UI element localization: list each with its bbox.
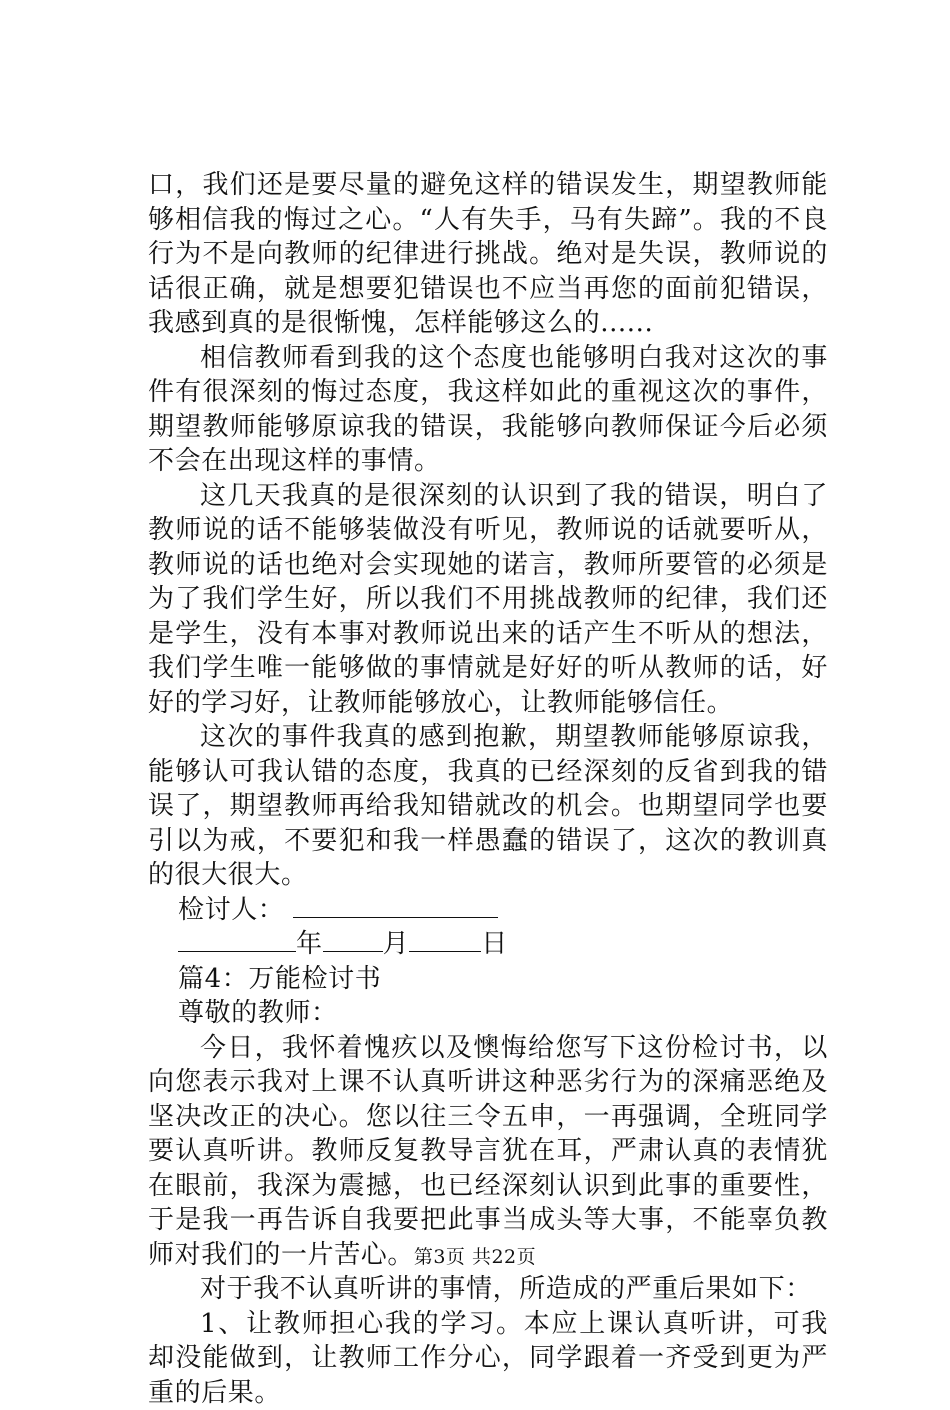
signer-blank bbox=[293, 895, 498, 918]
page-footer: 第3页 共22页 bbox=[0, 1242, 950, 1269]
signer-label: 检讨人： bbox=[178, 895, 284, 925]
salutation: 尊敬的教师： bbox=[148, 996, 828, 1031]
paragraph: 这次的事件我真的感到抱歉，期望教师能够原谅我，能够认可我认错的态度，我真的已经深刻的反省到我的错误了，期望教师再给我知错就改的机会。也期望同学也要引以为戒，不要犯和我一样愚蠢的错误了，这次的教训真的很大很大。 bbox=[148, 720, 828, 893]
paragraph: 今日，我怀着愧疚以及懊悔给您写下这份检讨书，以向您表示我对上课不认真听讲这种恶劣行为的深痛恶绝及坚决改正的决心。您以往三令五申，一再强调，全班同学要认真听讲。教师反复教导言犹在耳，严肃认真的表情犹在眼前，我深为震撼，也已经深刻认识到此事的重要性，于是我一再告诉自我要把此事当成头等大事，不能辜负教师对我们的一片苦心。 bbox=[148, 1031, 828, 1273]
paragraph-continuation: 口，我们还是要尽量的避免这样的错误发生，期望教师能够相信我的悔过之心。“人有失手，马有失蹄”。我的不良行为不是向教师的纪律进行挑战。绝对是失误，教师说的话很正确，就是想要犯错误也不应当再您的面前犯错误，我感到真的是很惭愧，怎样能够这么的...... bbox=[148, 168, 828, 341]
paragraph: 1、让教师担心我的学习。本应上课认真听讲，可我却没能做到，让教师工作分心，同学跟着一齐受到更为严重的后果。 bbox=[148, 1307, 828, 1410]
date-month-label: 月 bbox=[383, 929, 410, 959]
paragraph: 这几天我真的是很深刻的认识到了我的错误，明白了教师说的话不能够装做没有听见，教师说的话就要听从，教师说的话也绝对会实现她的诺言，教师所要管的必须是为了我们学生好，所以我们不用挑战教师的纪律，我们还是学生，没有本事对教师说出来的话产生不听从的想法，我们学生唯一能够做的事情就是好好的听从教师的话，好好的学习好，让教师能够放心，让教师能够信任。 bbox=[148, 479, 828, 721]
month-blank bbox=[323, 929, 383, 952]
document-body bbox=[148, 168, 828, 1410]
day-blank bbox=[409, 929, 481, 952]
date-year-label: 年 bbox=[296, 929, 323, 959]
paragraph: 相信教师看到我的这个态度也能够明白我对这次的事件有很深刻的悔过态度，我这样如此的重视这次的事件，期望教师能够原谅我的错误，我能够向教师保证今后必须不会在出现这样的事情。 bbox=[148, 341, 828, 479]
date-day-label: 日 bbox=[481, 929, 508, 959]
year-blank bbox=[178, 929, 296, 952]
signer-line bbox=[148, 893, 828, 928]
paragraph: 对于我不认真听讲的事情，所造成的严重后果如下： bbox=[148, 1272, 828, 1307]
section-title: 篇4：万能检讨书 bbox=[148, 962, 828, 997]
date-line bbox=[148, 927, 828, 962]
